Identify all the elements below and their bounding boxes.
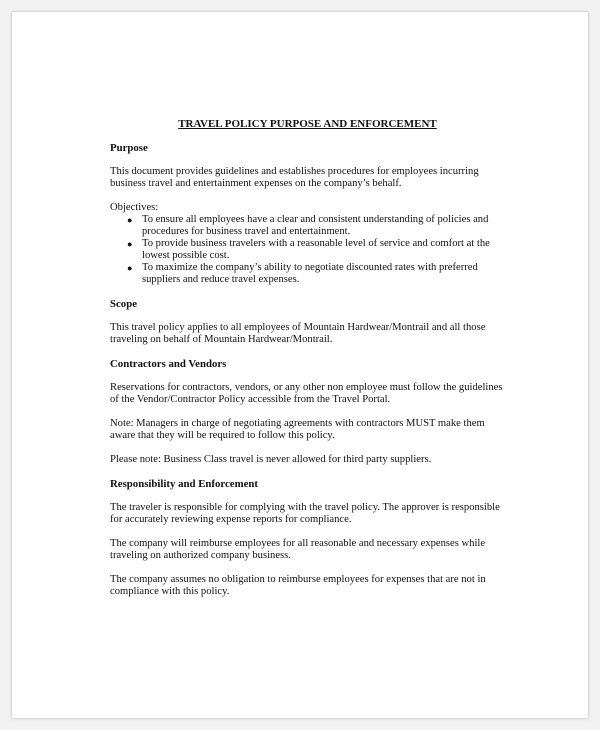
objective-text: To ensure all employees have a clear and consistent understanding of policies and procedures for business travel and entertainment.: [142, 214, 489, 237]
responsibility-paragraph: The traveler is responsible for complying with the travel policy. The approver is responsible for accurately reviewing expense reports for compliance.: [110, 502, 500, 525]
objective-item: [110, 238, 505, 262]
purpose-body: This document provides guidelines and establishes procedures for employees incurring business travel and entertainment expenses on the company’s behalf.: [110, 166, 479, 189]
objective-text: To provide business travelers with a reasonable level of service and comfort at the lowest possible cost.: [142, 238, 490, 261]
objective-text: To maximize the company’s ability to negotiate discounted rates with preferred suppliers and reduce travel expenses.: [142, 262, 478, 285]
section-heading-contractors: Contractors and Vendors: [110, 358, 227, 370]
objective-item: [110, 262, 505, 286]
document-content: [110, 118, 505, 610]
section-heading-responsibility: Responsibility and Enforcement: [110, 478, 258, 490]
responsibility-paragraph: The company will reimburse employees for all reasonable and necessary expenses while traveling on authorized company business.: [110, 538, 486, 561]
contractors-please-note: Please note: Business Class travel is never allowed for third party suppliers.: [110, 454, 432, 465]
responsibility-paragraph: The company assumes no obligation to reimburse employees for expenses that are not in compliance with this policy.: [110, 574, 486, 597]
section-heading-purpose: Purpose: [110, 142, 148, 154]
contractors-body: Reservations for contractors, vendors, or any other non employee must follow the guidelines of the Vendor/Contractor Policy accessible from the Travel Portal.: [110, 382, 503, 405]
contractors-note: Note: Managers in charge of negotiating agreements with contractors MUST make them aware that they will be required to follow this policy.: [110, 418, 485, 441]
objectives-list: [110, 214, 505, 286]
bullet-icon: ●: [127, 215, 133, 225]
objectives-label: Objectives:: [110, 202, 159, 213]
document-page: [12, 12, 588, 718]
scope-body: This travel policy applies to all employees of Mountain Hardwear/Montrail and all those traveling on behalf of Mountain Hardwear/Montrail.: [110, 322, 486, 345]
section-heading-scope: Scope: [110, 298, 137, 310]
objective-item: [110, 214, 505, 238]
bullet-icon: ●: [127, 263, 133, 273]
document-title: TRAVEL POLICY PURPOSE AND ENFORCEMENT: [178, 118, 437, 130]
bullet-icon: ●: [127, 239, 133, 249]
